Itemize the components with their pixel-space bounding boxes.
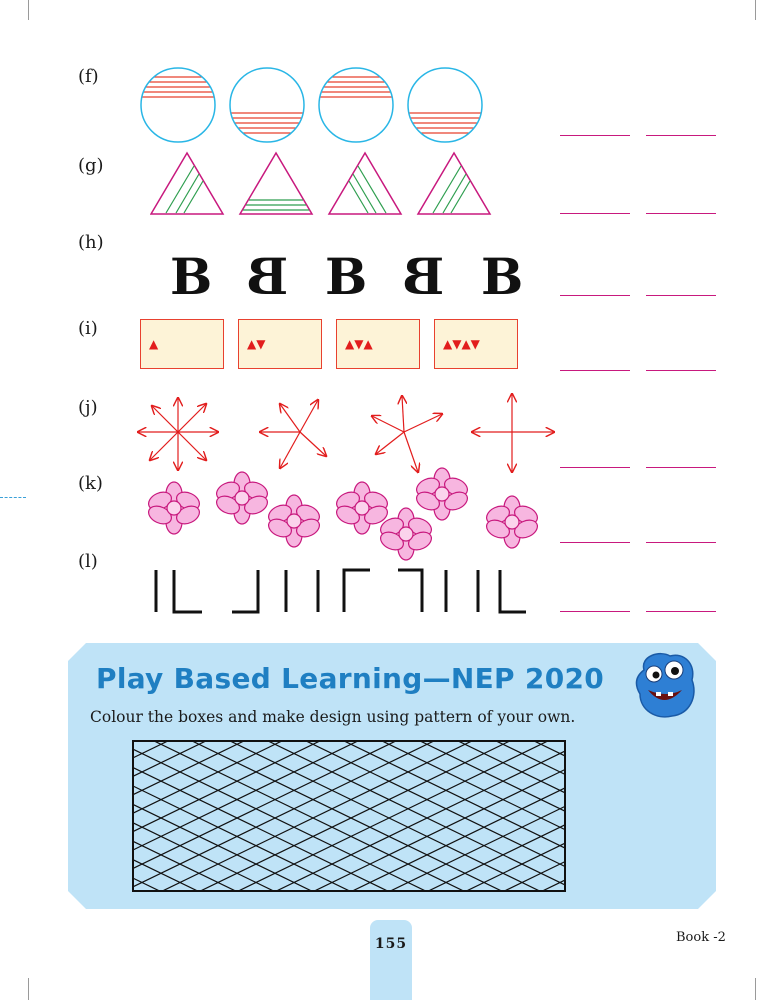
letter-b-3: B <box>325 247 368 306</box>
answer-blank-j-1[interactable] <box>560 467 630 468</box>
corner-shape <box>232 570 258 612</box>
arrow-burst-4 <box>472 394 554 472</box>
book-label: Book -2 <box>676 930 726 945</box>
question-label-k: (k) <box>78 473 103 494</box>
question-label-l: (l) <box>78 551 98 572</box>
triangle-box-1 <box>140 319 224 369</box>
answer-blank-i-2[interactable] <box>646 370 716 371</box>
circles-pattern <box>140 60 520 150</box>
arrow-burst-2 <box>260 400 326 468</box>
answer-blank-i-1[interactable] <box>560 370 630 371</box>
triangle-3 <box>329 153 401 214</box>
answer-blank-j-2[interactable] <box>646 467 716 468</box>
question-label-j: (j) <box>78 397 98 418</box>
answer-blank-l-1[interactable] <box>560 611 630 612</box>
triangle-marks: ▲ <box>149 337 159 351</box>
crop-mark <box>755 0 756 20</box>
question-label-i: (i) <box>78 318 98 339</box>
letter-b-4-mirrored: B <box>402 247 445 306</box>
answer-blank-k-1[interactable] <box>560 542 630 543</box>
circle-1 <box>140 68 220 142</box>
triangle-marks: ▲▼▲ <box>345 337 373 351</box>
answer-blank-g-1[interactable] <box>560 213 630 214</box>
letter-b-1: B <box>170 247 213 306</box>
triangle-marks: ▲▼ <box>247 337 266 351</box>
circle-2 <box>228 68 308 142</box>
triangle-4 <box>418 153 490 214</box>
mascot-icon <box>632 650 698 722</box>
arrow-burst-1 <box>138 398 218 470</box>
answer-blank-h-2[interactable] <box>646 295 716 296</box>
corner-shape <box>500 570 526 612</box>
page-number-tab <box>370 920 412 1000</box>
answer-blank-f-1[interactable] <box>560 135 630 136</box>
answer-blank-k-2[interactable] <box>646 542 716 543</box>
circle-3 <box>316 68 396 142</box>
flower-1 <box>146 482 203 534</box>
letter-b-5: B <box>481 247 524 306</box>
arrow-bursts-pattern <box>130 390 560 475</box>
activity-instruction: Colour the boxes and make design using pattern of your own. <box>90 708 576 726</box>
corner-shape <box>398 570 422 612</box>
answer-blank-h-1[interactable] <box>560 295 630 296</box>
activity-title: Play Based Learning—NEP 2020 <box>96 662 605 695</box>
question-label-g: (g) <box>78 155 104 176</box>
circle-4 <box>406 68 486 142</box>
answer-blank-g-2[interactable] <box>646 213 716 214</box>
triangle-1 <box>151 153 223 214</box>
flower-3 <box>266 495 323 547</box>
question-label-h: (h) <box>78 232 104 253</box>
triangle-box-3 <box>336 319 420 369</box>
registration-dash <box>0 497 26 498</box>
flower-2 <box>214 472 271 524</box>
crop-mark <box>28 978 29 1000</box>
triangles-pattern <box>150 150 500 218</box>
crop-mark <box>28 0 29 20</box>
triangle-marks: ▲▼▲▼ <box>443 337 480 351</box>
answer-blank-l-2[interactable] <box>646 611 716 612</box>
triangle-2 <box>240 153 312 214</box>
page-number: 155 <box>374 936 408 952</box>
flower-7 <box>484 496 541 548</box>
flowers-pattern <box>140 466 550 566</box>
colouring-grid[interactable] <box>130 738 568 894</box>
corner-shape <box>174 570 202 612</box>
triangle-box-4 <box>434 319 518 369</box>
triangle-box-2 <box>238 319 322 369</box>
answer-blank-f-2[interactable] <box>646 135 716 136</box>
crop-mark <box>755 978 756 1000</box>
arrow-burst-3 <box>372 396 442 472</box>
question-label-f: (f) <box>78 66 99 87</box>
letter-b-2-mirrored: B <box>246 247 289 306</box>
flower-6 <box>414 468 471 520</box>
bars-pattern <box>140 566 540 616</box>
corner-shape <box>344 570 370 612</box>
